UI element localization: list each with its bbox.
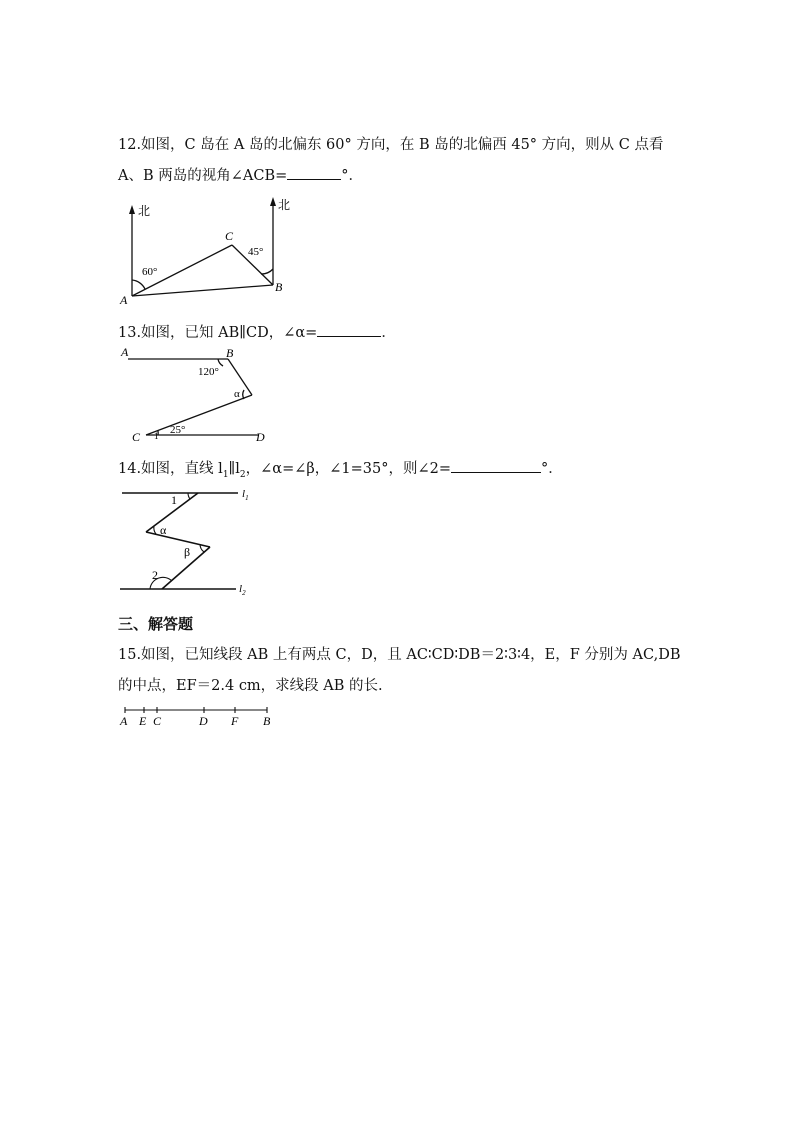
q12-angle-60: 60°	[142, 266, 158, 278]
q13-figure	[118, 343, 278, 443]
q14-line	[118, 457, 563, 480]
q15-line1: 15.如图，已知线段 AB 上有两点 C，D，且 AC∶CD∶DB＝2∶3∶4，E，F 分别为 AC,DB	[118, 647, 681, 663]
q14-figure	[118, 484, 268, 599]
q13-line	[118, 321, 396, 342]
q15-point-b: B	[263, 714, 271, 728]
q12-line1: 12.如图，C 岛在 A 岛的北偏东 60° 方向，在 B 岛的北偏西 45° 方向，则从 C 点看	[118, 137, 664, 153]
q14-l2-label: $l_2$	[239, 583, 246, 597]
q12-point-a: A	[120, 293, 128, 307]
q12-figure	[118, 195, 298, 310]
q13-point-b: B	[226, 346, 234, 360]
q13-alpha: α	[234, 388, 240, 400]
q12-line2-post: °．	[341, 168, 364, 184]
q15-point-a: A	[120, 714, 128, 728]
q15-figure	[116, 702, 276, 732]
q14-sub2: 2	[239, 469, 246, 480]
q15-point-f: F	[231, 714, 239, 728]
q14-text-a: 14.如图，直线 l	[118, 461, 223, 477]
q14-angle-2: 2	[152, 568, 158, 582]
q13-point-a: A	[121, 345, 129, 359]
q12-answer-blank	[287, 165, 341, 180]
q12-line2-pre: A、B 两岛的视角∠ACB=	[118, 168, 288, 184]
q12-line2	[118, 164, 363, 185]
q14-text-c: ，∠α=∠β，∠1=35°，则∠2=	[245, 461, 451, 477]
q15-point-d: D	[199, 714, 208, 728]
q15-point-c: C	[153, 714, 162, 728]
q12-point-b: B	[275, 280, 283, 294]
section-title: 三、解答题	[118, 615, 194, 633]
q13-angle-25: 25°	[170, 424, 186, 436]
q13-text-pre: 13.如图，已知 AB∥CD，∠α=	[118, 325, 318, 341]
q13-angle-1: 1	[154, 431, 159, 441]
q14-angle-1: 1	[171, 493, 177, 507]
q12-north-left-label: 北	[138, 204, 151, 218]
q14-l1-label: $l_1$	[242, 488, 249, 502]
q13-text-post: ．	[381, 325, 396, 341]
q14-sub1: 1	[222, 469, 229, 480]
q15-line2: 的中点，EF＝2.4 cm，求线段 AB 的长.	[118, 678, 383, 694]
q12-point-c: C	[225, 229, 234, 243]
q13-point-d: D	[256, 430, 265, 443]
q14-text-post: °．	[541, 461, 563, 477]
q15-point-e: E	[139, 714, 147, 728]
q14-beta: β	[184, 545, 191, 559]
q12-north-right-label: 北	[278, 198, 291, 212]
q13-answer-blank	[317, 322, 381, 337]
q14-alpha: α	[160, 523, 167, 537]
q14-text-b: ∥l	[228, 461, 240, 477]
q13-angle-120: 120°	[198, 366, 219, 378]
q13-point-c: C	[132, 430, 141, 443]
q14-answer-blank	[451, 458, 541, 473]
q12-angle-45: 45°	[248, 246, 264, 258]
